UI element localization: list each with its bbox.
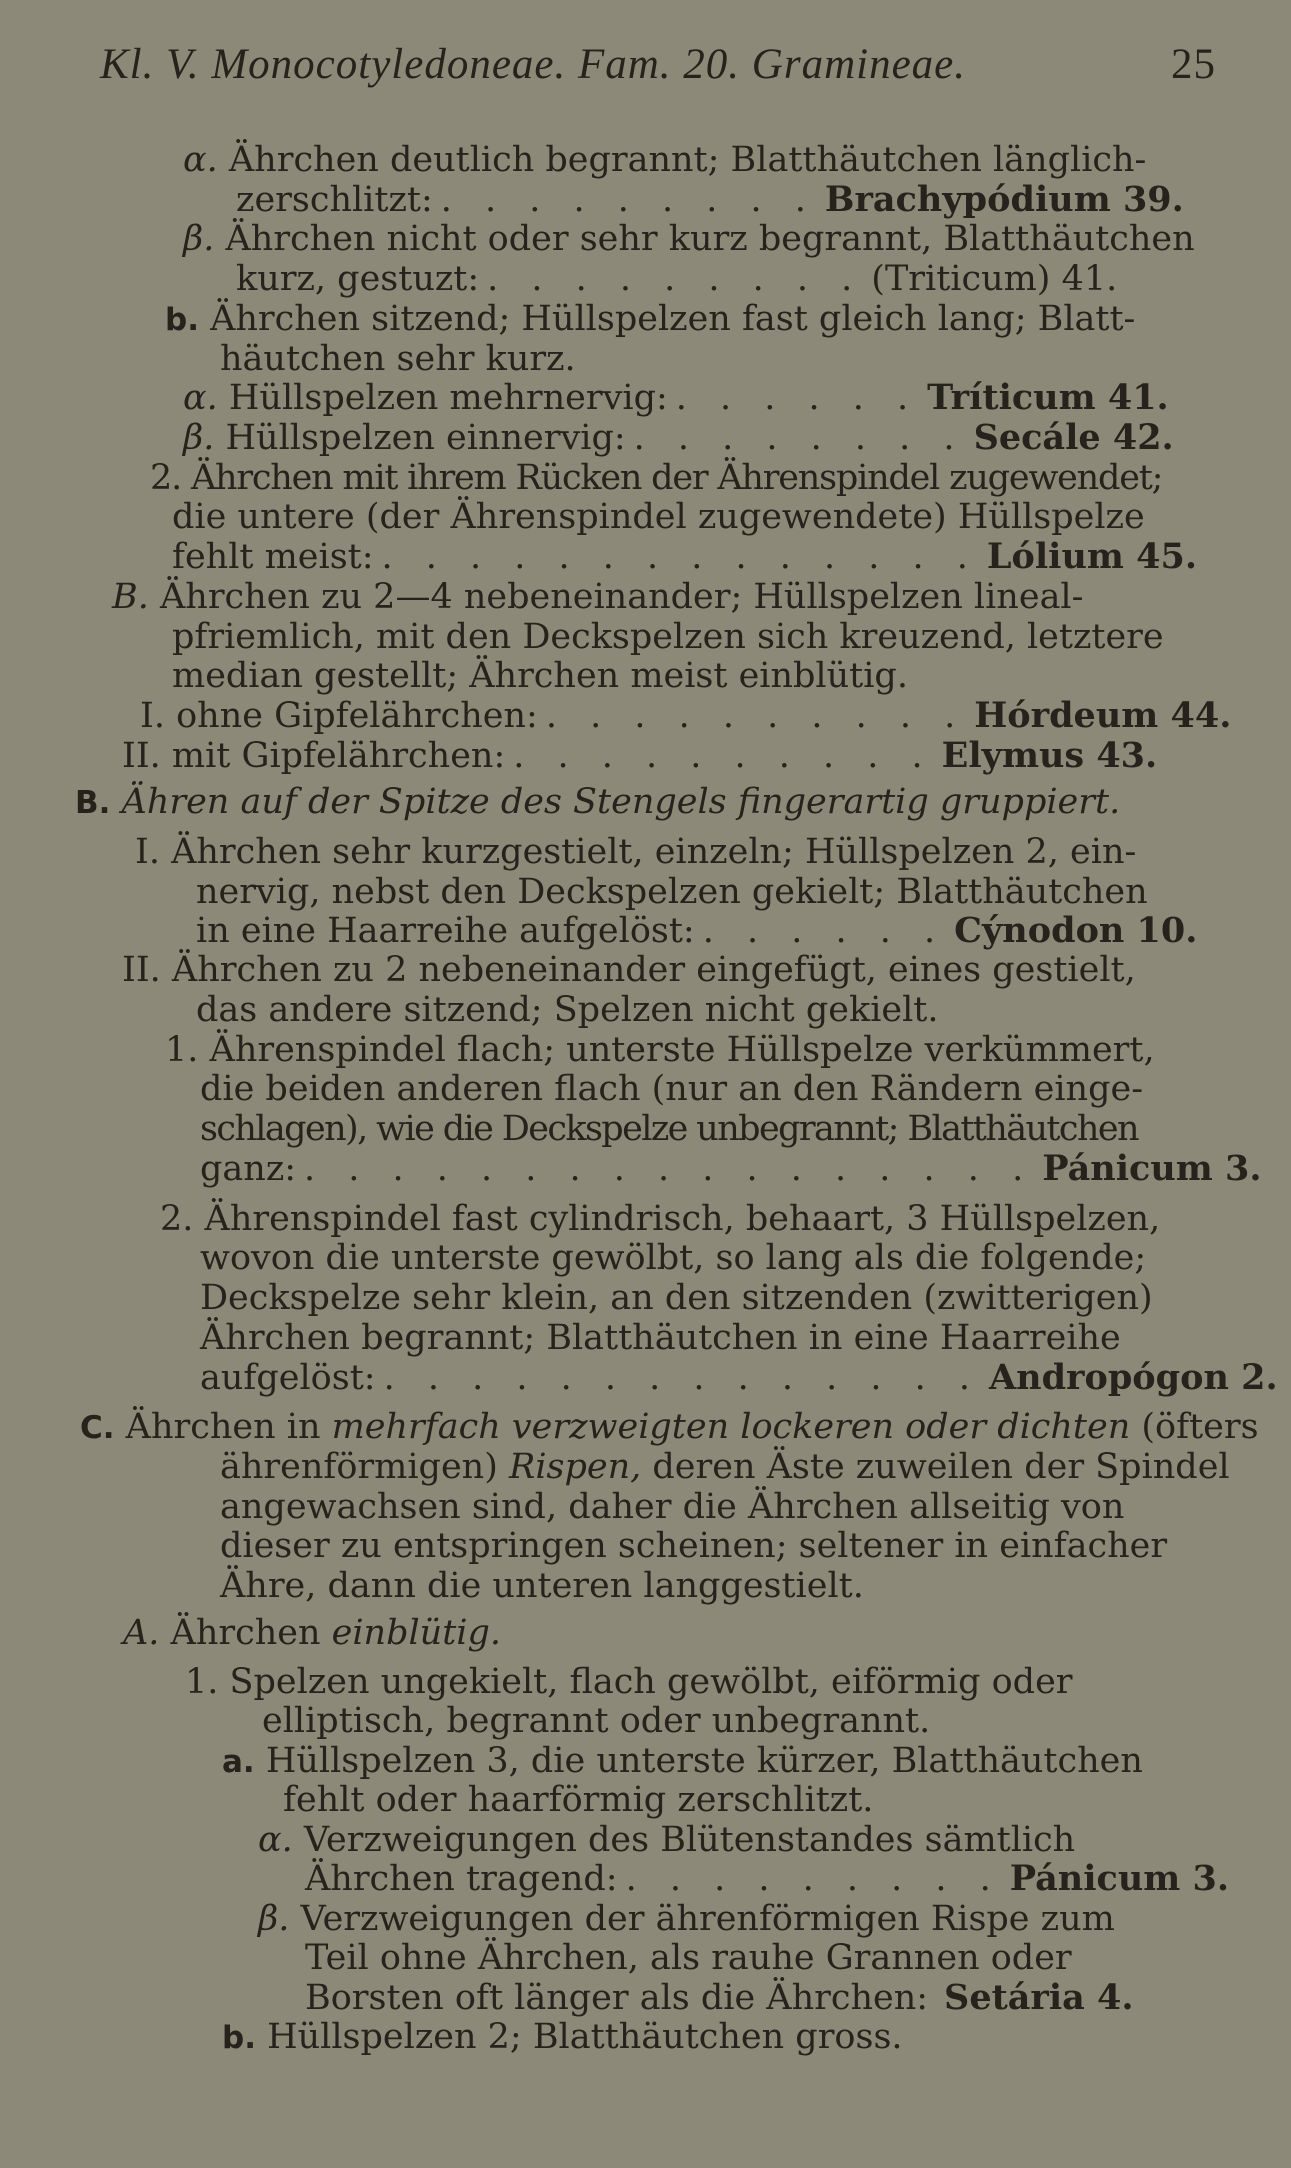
leader-dots: . . . . . . xyxy=(675,378,920,418)
leader-dots: . . . . . . . . . . . . . . xyxy=(381,537,979,577)
text-line xyxy=(123,1613,501,1653)
line-text: die beiden anderen flach (nur an den Rändern einge- xyxy=(200,1069,1144,1109)
line-text: Hüllspelzen 2; Blatthäutchen gross. xyxy=(267,2017,903,2057)
genus-name: Brachypódium 39. xyxy=(824,179,1184,220)
line-text: Hüllspelzen einnervig: xyxy=(225,418,626,458)
text-line xyxy=(165,299,1136,340)
text-line xyxy=(183,219,1195,259)
key-line xyxy=(196,910,1198,951)
line-text: nervig, nebst den Deckspelzen gekielt; Blatthäutchen xyxy=(196,872,1148,912)
running-header xyxy=(100,40,1216,89)
line-text: pfriemlich, mit den Deckspelzen sich kreuzend, letztere xyxy=(172,617,1164,657)
line-text: Ährchen begrannt; Blatthäutchen in eine Haarreihe xyxy=(200,1318,1121,1358)
item-marker: A. xyxy=(123,1613,160,1653)
line-text: Ährchen deutlich begrannt; Blatthäutchen länglich- xyxy=(228,140,1147,180)
text-line xyxy=(200,1278,1153,1318)
line-text: zerschlitzt: xyxy=(236,180,433,220)
line-text: aufgelöst: xyxy=(200,1358,376,1398)
genus-name: Andropógon 2. xyxy=(988,1357,1278,1398)
line-text: Ähre, dann die unteren langgestielt. xyxy=(220,1566,864,1606)
line-text: Ährenspindel flach; unterste Hüllspelze verkümmert, xyxy=(209,1030,1155,1070)
line-text: Ährenspindel fast cylindrisch, behaart, 3 Hüllspelzen, xyxy=(204,1199,1161,1239)
line-text: Ährchen in xyxy=(125,1407,332,1447)
item-marker: α. xyxy=(183,140,218,180)
leader-dots: . . . . . . . . . . xyxy=(545,696,967,736)
line-text: Spelzen ungekielt, flach gewölbt, eiförmig oder xyxy=(229,1662,1073,1702)
line-text: fehlt oder haarförmig zerschlitzt. xyxy=(283,1780,874,1820)
text-line xyxy=(172,617,1164,657)
text-line xyxy=(262,1701,930,1741)
text-line xyxy=(135,832,1137,872)
text-line xyxy=(196,990,939,1030)
line-text: schlagen), wie die Deckspelze unbegrannt; Blatthäutchen xyxy=(200,1109,1138,1149)
line-text: Verzweigungen der ährenförmigen Rispe zum xyxy=(300,1899,1115,1939)
item-marker: I. xyxy=(140,696,165,736)
text-line xyxy=(112,577,1084,617)
text-line xyxy=(305,1938,1072,1978)
item-marker: I. xyxy=(135,832,160,872)
leader-dots: . . . . . . . . . xyxy=(440,180,817,220)
line-text: Ähren auf der Spitze des Stengels fingerartig gruppiert. xyxy=(121,782,1121,822)
line-text: Ährchen zu 2 nebeneinander eingefügt, eines gestielt, xyxy=(171,950,1136,990)
key-line xyxy=(305,1977,1134,2018)
key-line xyxy=(200,1357,1278,1398)
line-text: Borsten oft länger als die Ährchen: xyxy=(305,1978,929,2018)
text-line xyxy=(160,1199,1161,1239)
genus-name: Secále 42. xyxy=(973,417,1174,458)
genus-name: (Triticum) 41. xyxy=(871,259,1118,299)
text-line xyxy=(258,1820,1076,1860)
line-text: fehlt meist: xyxy=(172,537,374,577)
emphasis-text: einblütig. xyxy=(331,1613,502,1653)
line-text: häutchen sehr kurz. xyxy=(220,339,576,379)
text-line xyxy=(220,339,576,379)
line-text: die untere (der Ährenspindel zugewendete) Hüllspelze xyxy=(172,497,1145,537)
section-heading xyxy=(75,782,1120,823)
leader-dots: . . . . . . . . . . . . . . . . . xyxy=(304,1149,1035,1189)
key-line xyxy=(200,1148,1262,1189)
line-text: Deckspelze sehr klein, an den sitzenden (zwitterigen) xyxy=(200,1278,1153,1318)
key-line xyxy=(183,377,1169,418)
key-line xyxy=(236,259,1118,299)
line-text: das andere sitzend; Spelzen nicht gekielt. xyxy=(196,990,939,1030)
line-text: (öfters xyxy=(1130,1407,1259,1447)
genus-name: Cýnodon 10. xyxy=(954,910,1198,951)
text-line xyxy=(220,1447,1230,1487)
item-marker: II. xyxy=(122,950,161,990)
line-text: Teil ohne Ährchen, als rauhe Grannen oder xyxy=(305,1938,1072,1978)
text-line xyxy=(220,1487,1125,1527)
text-line xyxy=(200,1069,1144,1109)
line-text: Hüllspelzen 3, die unterste kürzer, Blatthäutchen xyxy=(265,1741,1143,1781)
text-line xyxy=(222,1741,1143,1782)
leader-dots: . . . . . . xyxy=(702,911,947,951)
line-text: ährenförmigen) xyxy=(220,1447,509,1487)
line-text: Hüllspelzen mehrnervig: xyxy=(228,378,668,418)
text-line xyxy=(200,1109,1138,1149)
item-marker: II. xyxy=(122,736,161,776)
item-marker: 2. xyxy=(160,1199,194,1239)
item-marker: 1. xyxy=(185,1662,219,1702)
line-text: ohne Gipfelährchen: xyxy=(176,696,538,736)
genus-name: Setária 4. xyxy=(944,1977,1134,2018)
emphasis-text: Rispen, xyxy=(508,1447,642,1487)
line-text: Ährchen zu 2—4 nebeneinander; Hüllspelzen lineal- xyxy=(160,577,1084,617)
item-marker: a. xyxy=(222,1744,255,1780)
text-line xyxy=(220,1566,864,1606)
leader-dots: . . . . . . . . . . xyxy=(513,736,934,776)
line-text: median gestellt; Ährchen meist einblütig. xyxy=(172,656,908,696)
item-marker: α. xyxy=(183,378,218,418)
item-marker: 2. xyxy=(150,458,181,498)
key-line xyxy=(122,735,1158,776)
line-text: Ährchen xyxy=(170,1613,332,1653)
genus-name: Pánicum 3. xyxy=(1009,1858,1230,1899)
leader-dots: . . . . . . . . . xyxy=(487,259,864,299)
genus-name: Hórdeum 44. xyxy=(974,695,1232,736)
line-text: wovon die unterste gewölbt, so lang als die folgende; xyxy=(200,1238,1147,1278)
leader-dots: . . . . . . . . . xyxy=(625,1859,1002,1899)
item-marker: C. xyxy=(80,1410,115,1446)
item-marker: b. xyxy=(165,302,199,338)
genus-name: Pánicum 3. xyxy=(1042,1148,1262,1189)
line-text: Ährchen sitzend; Hüllspelzen fast gleich lang; Blatt- xyxy=(210,299,1136,339)
item-marker: 1. xyxy=(165,1030,199,1070)
page-number: 25 xyxy=(1171,41,1216,88)
line-text: in eine Haarreihe aufgelöst: xyxy=(196,911,695,951)
item-marker: B. xyxy=(112,577,149,617)
line-text: Ährchen mit ihrem Rücken der Ährenspindel zugewendet; xyxy=(190,458,1163,498)
line-text: Verzweigungen des Blütenstandes sämtlich xyxy=(303,1820,1076,1860)
line-text: deren Äste zuweilen der Spindel xyxy=(641,1447,1230,1487)
line-text: Ährchen sehr kurzgestielt, einzeln; Hüllspelzen 2, ein- xyxy=(171,832,1137,872)
text-line xyxy=(200,1318,1121,1358)
key-line xyxy=(140,695,1232,736)
genus-name: Tríticum 41. xyxy=(927,377,1169,418)
text-line xyxy=(172,497,1145,537)
text-line xyxy=(258,1899,1115,1939)
text-line xyxy=(122,950,1136,990)
line-text: Ährchen tragend: xyxy=(305,1859,618,1899)
item-marker: B. xyxy=(75,785,111,821)
text-line xyxy=(80,1407,1259,1448)
line-text: elliptisch, begrannt oder unbegrannt. xyxy=(262,1701,931,1741)
text-line xyxy=(283,1780,873,1820)
genus-name: Lólium 45. xyxy=(986,536,1198,577)
text-line xyxy=(165,1030,1155,1070)
item-marker: α. xyxy=(258,1820,293,1860)
line-text: kurz, gestuzt: xyxy=(236,259,480,299)
text-line xyxy=(200,1238,1147,1278)
leader-dots: . . . . . . . . . . . . . . xyxy=(383,1358,981,1398)
text-line xyxy=(196,872,1148,912)
line-text: mit Gipfelährchen: xyxy=(171,736,506,776)
leader-dots: . . . . . . . . xyxy=(633,418,966,458)
text-line xyxy=(222,2017,903,2058)
text-line xyxy=(183,140,1147,180)
line-text: Ährchen nicht oder sehr kurz begrannt, Blatthäutchen xyxy=(225,219,1195,259)
item-marker: β. xyxy=(183,418,215,458)
item-marker: b. xyxy=(222,2020,256,2056)
genus-name: Elymus 43. xyxy=(941,735,1158,776)
header-title: Kl. V. Monocotyledoneae. Fam. 20. Gramineae. xyxy=(100,41,967,88)
emphasis-text: mehrfach verzweigten lockeren oder dichten xyxy=(331,1407,1131,1447)
key-line xyxy=(183,417,1174,458)
text-line xyxy=(185,1662,1073,1702)
key-line xyxy=(236,179,1184,220)
key-line xyxy=(172,536,1198,577)
line-text: dieser zu entspringen scheinen; seltener in einfacher xyxy=(220,1526,1168,1566)
key-line xyxy=(305,1858,1230,1899)
line-text: ganz: xyxy=(200,1149,297,1189)
item-marker: β. xyxy=(183,219,215,259)
line-text: angewachsen sind, daher die Ährchen allseitig von xyxy=(220,1487,1125,1527)
text-line xyxy=(150,458,1163,498)
text-line xyxy=(220,1526,1168,1566)
text-line xyxy=(172,656,908,696)
item-marker: β. xyxy=(258,1899,290,1939)
